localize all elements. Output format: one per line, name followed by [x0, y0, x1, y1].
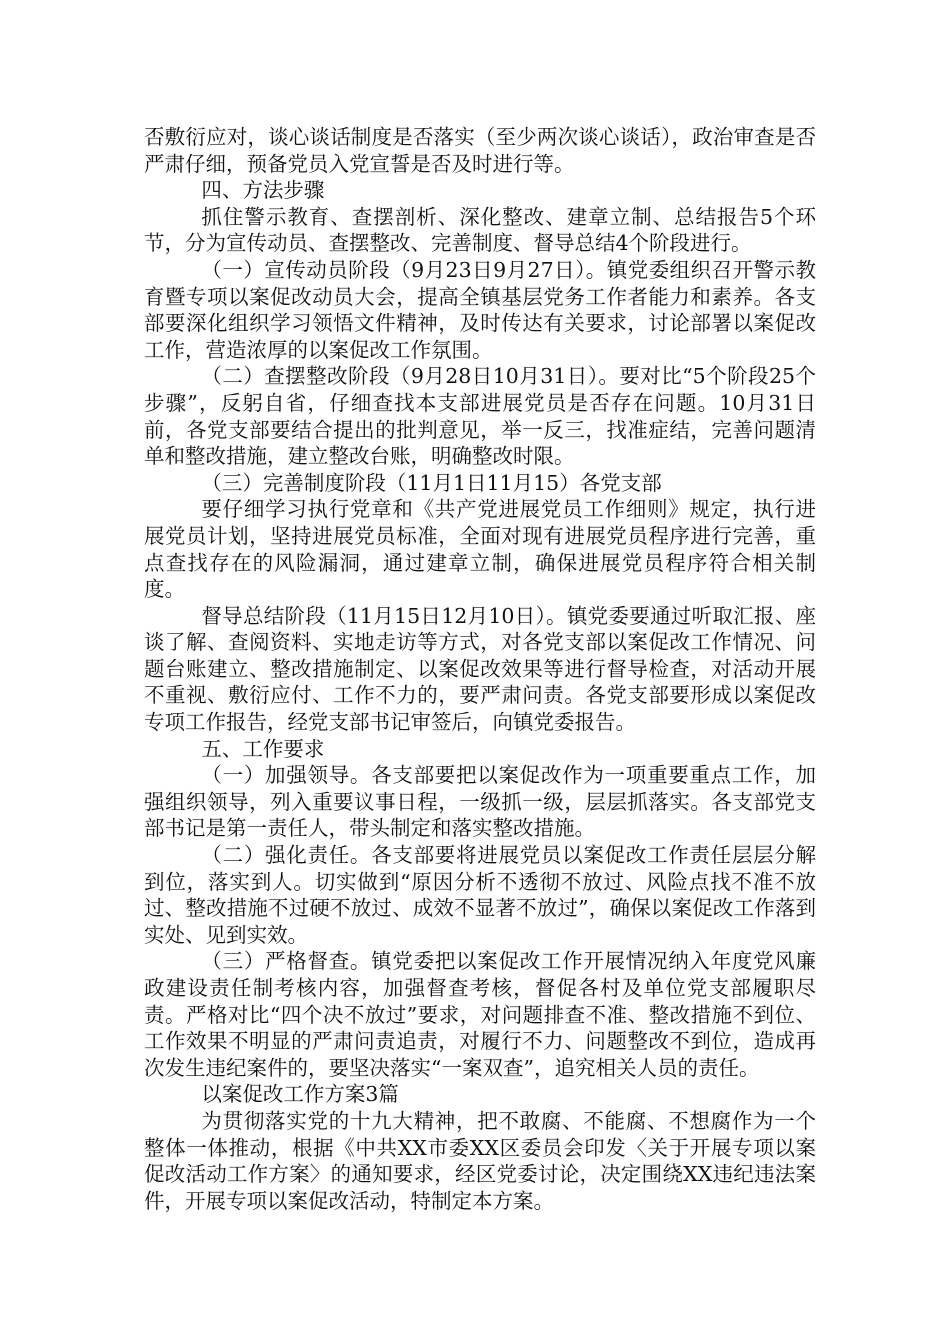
paragraph: 为贯彻落实党的十九大精神，把不敢腐、不能腐、不想腐作为一个整体一体推动，根据《中共XX市委XX区委员会印发〈关于开展专项以案促改活动工作方案〉的通知要求，经区党委讨论，决定围绕XX违纪违法案件，开展专项以案促改活动，特制定本方案。	[144, 1108, 816, 1213]
paragraph: 要仔细学习执行党章和《共产党进展党员工作细则》规定，执行进展党员计划，坚持进展党员标准，全面对现有进展党员程序进行完善，重点查找存在的风险漏洞，通过建章立制，确保进展党员程序符合相关制度。	[144, 497, 816, 602]
paragraph: 督导总结阶段（11月15日12月10日）。镇党委要通过听取汇报、座谈了解、查阅资料、实地走访等方式，对各党支部以案促改工作情况、问题台账建立、整改措施制定、以案促改效果等进行督导检查，对活动开展不重视、敷衍应付、工作不力的，要严肃问责。各党支部要形成以案促改专项工作报告，经党支部书记审签后，向镇党委报告。	[144, 603, 816, 735]
paragraph: （二）查摆整改阶段（9月28日10月31日）。要对比“5个阶段25个步骤”，反躬自省，仔细查找本支部进展党员是否存在问题。10月31日前，各党支部要结合提出的批判意见，举一反三，找准症结，完善问题清单和整改措施，建立整改台账，明确整改时限。	[144, 364, 816, 469]
section-heading: 五、工作要求	[201, 736, 325, 761]
section-heading: 四、方法步骤	[201, 178, 325, 203]
paragraph: （三）完善制度阶段（11月1日11月15）各党支部	[201, 470, 662, 495]
document-title: 以案促改工作方案3篇	[201, 1082, 399, 1107]
paragraph: 否敷衍应对，谈心谈话制度是否落实（至少两次谈心谈话），政治审查是否严肃仔细，预备党员入党宣誓是否及时进行等。	[144, 125, 816, 176]
paragraph: （一）宣传动员阶段（9月23日9月27日）。镇党委组织召开警示教育暨专项以案促改动员大会，提高全镇基层党务工作者能力和素养。各支部要深化组织学习领悟文件精神，及时传达有关要求，讨论部署以案促改工作，营造浓厚的以案促改工作氛围。	[144, 257, 816, 362]
paragraph: （三）严格督查。镇党委把以案促改工作开展情况纳入年度党风廉政建设责任制考核内容，加强督查考核，督促各村及单位党支部履职尽责。严格对比“四个决不放过”要求，对问题排查不准、整改措施不到位、工作效果不明显的严肃问责追责，对履行不力、问题整改不到位，造成再次发生违纪案件的，要坚决落实“一案双查”，追究相关人员的责任。	[144, 949, 816, 1080]
paragraph: （二）强化责任。各支部要将进展党员以案促改工作责任层层分解到位，落实到人。切实做到“原因分析不透彻不放过、风险点找不准不放过、整改措施不过硬不放过、成效不显著不放过”，确保以案促改工作落到实处、见到实效。	[144, 843, 816, 947]
document-body	[144, 124, 816, 1214]
paragraph: （一）加强领导。各支部要把以案促改作为一项重要重点工作，加强组织领导，列入重要议事日程，一级抓一级，层层抓落实。各支部党支部书记是第一责任人，带头制定和落实整改措施。	[144, 763, 816, 841]
paragraph: 抓住警示教育、查摆剖析、深化整改、建章立制、总结报告5个环节，分为宣传动员、查摆整改、完善制度、督导总结4个阶段进行。	[144, 204, 816, 256]
